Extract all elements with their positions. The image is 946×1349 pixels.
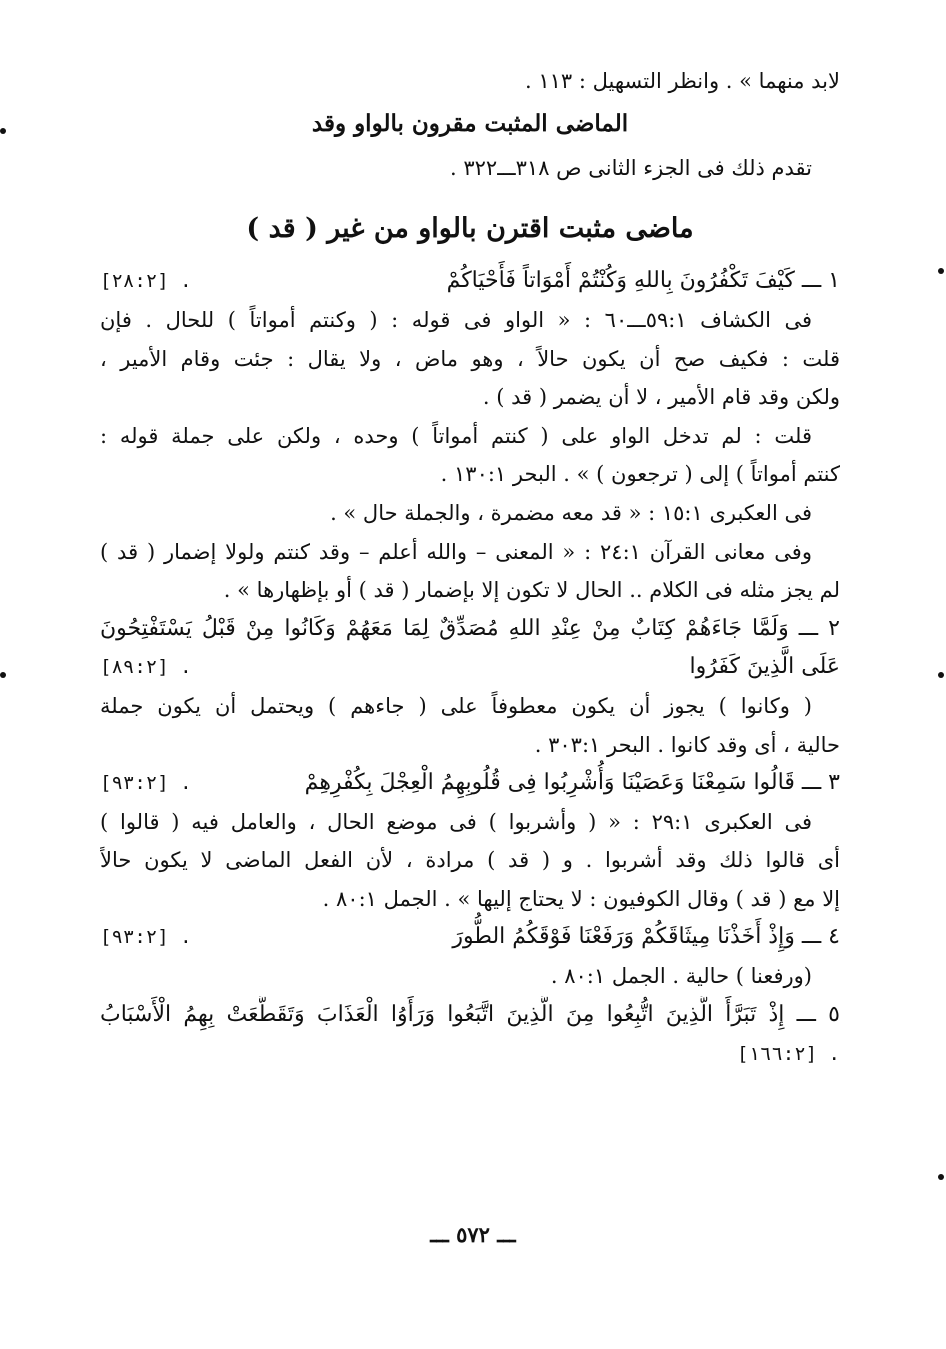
verse-5-line-1: ٥ ـــ إِذْ تَبَرَّأَ الَّذِينَ اتُّبِعُوا مِنَ الَّذِينَ اتَّبَعُوا وَرَأَوُا الْعَذَابَ وَتَقَطَّعَتْ بِهِمُ الْأَسْبَابُ bbox=[100, 1001, 840, 1027]
margin-mark-3 bbox=[938, 268, 944, 274]
section-note: تقدم ذلك فى الجزء الثانى ص ٣١٨ـــ٣٢٢ . bbox=[449, 156, 812, 181]
verse-1 bbox=[100, 262, 840, 301]
comment-1-line-1: فى الكشاف ٥٩:١ـــ٦٠ : « الواو فى قوله : ( وكنتم أمواتاً ) للحال . فإن bbox=[100, 307, 813, 332]
page-number: ـــ ٥٧٢ ـــ bbox=[430, 1222, 516, 1247]
comment-2-line-2: كنتم أمواتاً ) إلى ( ترجعون ) » . البحر ١٣٠:١ . bbox=[440, 462, 840, 487]
comment-3-line-1: فى العكبرى ١٥:١ : « قد معه مضمرة ، والجملة حال » . bbox=[330, 500, 812, 525]
verse-2-line-1: ٢ ـــ وَلَمَّا جَاءَهُمْ كِتَابٌ مِنْ عِنْدِ اللهِ مُصَدِّقٌ لِمَا مَعَهُمْ وَكَانُوا مِنْ قَبْلُ يَسْتَفْتِحُونَ bbox=[100, 615, 840, 641]
comment-6-line-2: أى قالوا ذلك وقد أشربوا . و ( قد ) مرادة ، لأن الفعل الماضى لا يكون حالاً bbox=[100, 848, 840, 873]
verse-5-ref: [١٦٦:٢] . bbox=[737, 1043, 840, 1066]
comment-6-line-1: فى العكبرى ٢٩:١ : « ( وأشربوا ) فى موضع الحال ، والعامل فيه ( قالوا ) bbox=[100, 809, 812, 834]
verse-2-line-2 bbox=[100, 648, 840, 687]
verse-1-text: ١ ـــ كَيْفَ تَكْفُرُونَ بِاللهِ وَكُنْتُمْ أَمْوَاتاً فَأَحْيَاكُمْ bbox=[446, 268, 840, 294]
main-heading: ماضى مثبت اقترن بالواو من غير ( قد ) bbox=[246, 212, 694, 244]
comment-1-line-2: قلت : فكيف صح أن يكون حالاً ، وهو ماض ، ولا يقال : جئت وقام الأمير ، bbox=[100, 346, 840, 371]
comment-2-line-1: قلت : لم تدخل الواو على ( كنتم أمواتاً ) وحده ، ولكن على جملة قوله : bbox=[100, 423, 812, 448]
verse-4-ref: [٩٣:٢] . bbox=[100, 926, 192, 949]
verse-3-text: ٣ ـــ قَالُوا سَمِعْنَا وَعَصَيْنَا وَأُشْرِبُوا فِى قُلُوبِهِمُ الْعِجْلَ بِكُفْرِهِمْ bbox=[304, 770, 840, 796]
margin-mark-4 bbox=[938, 672, 944, 678]
page-body bbox=[100, 62, 840, 1074]
verse-3 bbox=[100, 764, 840, 803]
verse-4 bbox=[100, 918, 840, 957]
margin-mark-2 bbox=[0, 672, 6, 678]
margin-mark-1 bbox=[0, 128, 6, 134]
comment-7-line-1: (ورفعنا ) حالية . الجمل ٨٠:١ . bbox=[550, 964, 812, 989]
top-line: لابد منهما » . وانظر التسهيل : ١١٣ . bbox=[524, 69, 840, 93]
verse-3-ref: [٩٣:٢] . bbox=[100, 772, 192, 795]
comment-6-line-3: إلا مع ( قد ) وقال الكوفيون : لا يحتاج إليها » . الجمل ٨٠:١ . bbox=[322, 886, 840, 911]
margin-mark-5 bbox=[938, 1174, 944, 1180]
comment-4-line-1: وفى معانى القرآن ٢٤:١ : « المعنى – والله أعلم – وقد كنتم ولولا إضمار ( قد ) bbox=[100, 539, 812, 564]
section-heading: الماضى المثبت مقرون بالواو وقد bbox=[311, 109, 629, 137]
comment-5-line-2: حالية ، أى وقد كانوا . البحر ٣٠٣:١ . bbox=[534, 732, 840, 757]
verse-4-text: ٤ ـــ وَإِذْ أَخَذْنَا مِيثَاقَكُمْ وَرَفَعْنَا فَوْقَكُمُ الطُّورَ bbox=[452, 924, 840, 950]
verse-2-ref: [٨٩:٢] . bbox=[100, 656, 192, 679]
verse-2-text: عَلَى الَّذِينَ كَفَرُوا bbox=[689, 654, 840, 680]
verse-1-ref: [٢٨:٢] . bbox=[100, 270, 192, 293]
comment-5-line-1: ( وكانوا ) يجوز أن يكون معطوفاً على ( جاءهم ) ويحتمل أن يكون جملة bbox=[100, 693, 812, 718]
verse-5-ref-line bbox=[100, 1034, 840, 1074]
comment-4-line-2: لم يجز مثله فى الكلام .. الحال لا تكون إلا بإضمار ( قد ) أو بإظهارها » . bbox=[223, 578, 840, 603]
comment-1-line-3: ولكن وقد قام الأمير ، لا أن يضمر ( قد ) . bbox=[482, 385, 840, 410]
